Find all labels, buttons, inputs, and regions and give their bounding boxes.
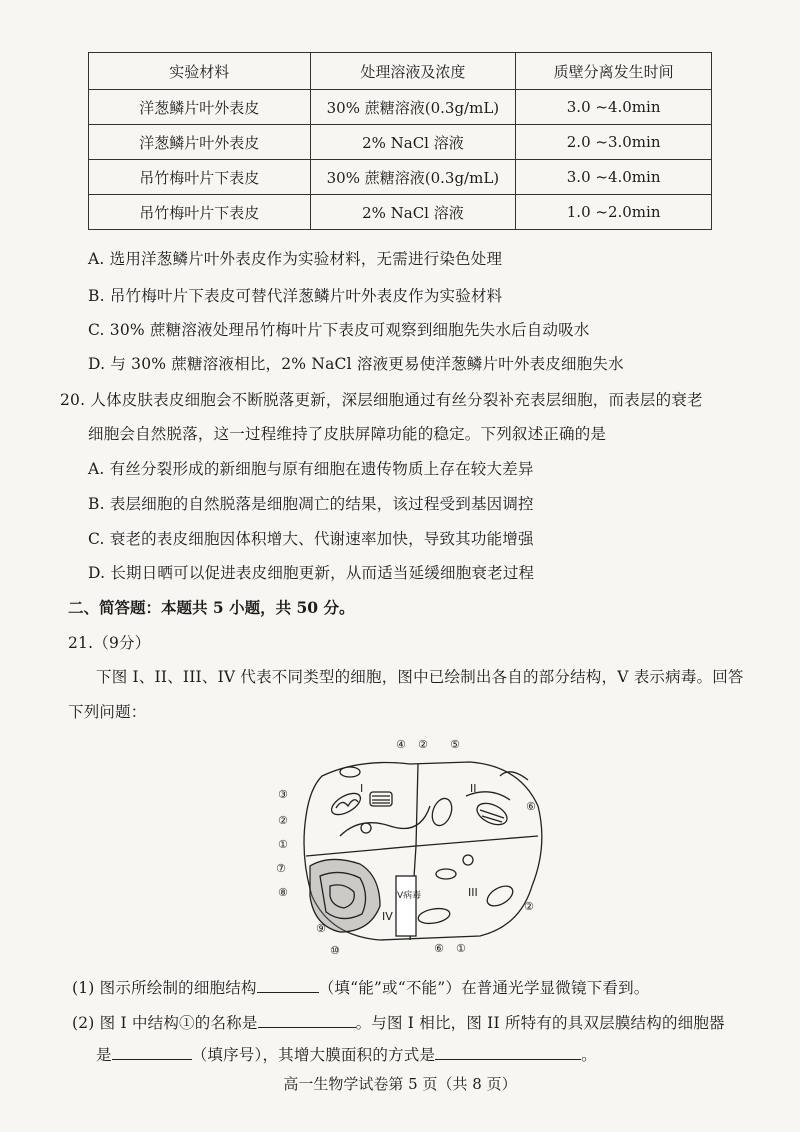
table-cell: 30% 蔗糖溶液(0.3g/mL): [310, 90, 516, 125]
vacuole: [484, 882, 516, 910]
label-10: ⑩: [330, 944, 340, 956]
table-cell: 吊竹梅叶片下表皮: [89, 195, 311, 230]
ribosome: [463, 855, 473, 865]
label-2-right: ②: [524, 900, 534, 913]
label-5: ⑤: [450, 738, 460, 751]
label-2-top: ②: [418, 738, 428, 751]
lysosome: [340, 767, 360, 777]
divider-vertical: [416, 764, 418, 846]
q21-sub2-text-e: 。: [581, 1046, 597, 1064]
q21-sub2-text-b: 。与图 I 相比，图 II 所特有的具双层膜结构的细胞器: [355, 1014, 725, 1032]
cell-label-i: I: [360, 782, 364, 795]
label-8: ⑧: [278, 886, 288, 899]
q20-option-b: B. 表层细胞的自然脱落是细胞凋亡的结果，该过程受到基因调控: [88, 495, 534, 513]
label-3: ③: [278, 788, 288, 801]
q20-option-c: C. 衰老的表皮细胞因体积增大、代谢速率加快，导致其功能增强: [88, 530, 534, 548]
q20-option-d: D. 长期日晒可以促进表皮细胞更新，从而适当延缓细胞衰老过程: [88, 564, 535, 582]
q21-sub1: [72, 976, 650, 998]
table-cell: 2.0 ~3.0min: [516, 125, 712, 160]
q21-intro-line2: 下列问题：: [68, 703, 147, 721]
cell-label-iii: III: [468, 886, 478, 899]
cell-diagram-svg: [270, 736, 560, 956]
divider-ii: [416, 836, 538, 846]
label-2: ②: [278, 814, 288, 827]
q19-option-b: B. 吊竹梅叶片下表皮可替代洋葱鳞片叶外表皮作为实验材料: [88, 287, 503, 305]
virus-label: V病毒: [397, 891, 422, 901]
table-cell: 吊竹梅叶片下表皮: [89, 160, 311, 195]
mitochondrion: [429, 796, 455, 828]
q20-stem-line2: 细胞会自然脱落，这一过程维持了皮肤屏障功能的稳定。下列叙述正确的是: [88, 425, 607, 443]
table-header-cell: 质壁分离发生时间: [516, 53, 712, 90]
label-4: ④: [396, 738, 406, 751]
q21-sub1-text-b: （填“能”或“不能”）在普通光学显微镜下看到。: [318, 979, 650, 997]
table-cell: 3.0 ~4.0min: [516, 90, 712, 125]
label-7: ⑦: [276, 862, 286, 875]
table-header-cell: 实验材料: [89, 53, 311, 90]
section-title: 二、简答题：本题共 5 小题，共 50 分。: [68, 598, 355, 617]
q21-number: 21.（9分）: [68, 634, 151, 652]
table-row: [89, 125, 712, 160]
virus-box: [396, 876, 416, 936]
chloroplast: [417, 906, 451, 925]
q21-intro-line1: 下图 I、II、III、IV 代表不同类型的细胞，图中已绘制出各自的部分结构，V 表示病毒。回答: [96, 668, 744, 686]
table-header-row: [89, 53, 712, 90]
q19-option-a: A. 选用洋葱鳞片叶外表皮作为实验材料，无需进行染色处理: [88, 250, 503, 268]
table-cell: 洋葱鳞片叶外表皮: [89, 125, 311, 160]
q21-sub2-text-a: (2) 图 I 中结构①的名称是: [72, 1014, 258, 1032]
page-footer: 高一生物学试卷第 5 页（共 8 页）: [283, 1075, 517, 1093]
q21-sub2-text-d: （填序号），其增大膜面积的方式是: [191, 1046, 436, 1064]
q21-sub2-text-c: 是: [96, 1046, 112, 1064]
q21-sub1-text-a: (1) 图示所绘制的细胞结构: [72, 979, 257, 997]
mitochondrion-cristae: [336, 800, 358, 808]
q21-sub2-line1: [72, 1011, 725, 1033]
table-cell: 洋葱鳞片叶外表皮: [89, 90, 311, 125]
table-row: [89, 90, 712, 125]
table-row: [89, 195, 712, 230]
table-cell: 2% NaCl 溶液: [310, 195, 516, 230]
table-cell: 3.0 ~4.0min: [516, 160, 712, 195]
answer-blank[interactable]: [257, 978, 319, 993]
q21-sub2-line2: [96, 1043, 597, 1065]
answer-blank[interactable]: [258, 1013, 356, 1028]
table-header-cell: 处理溶液及浓度: [310, 53, 516, 90]
label-1: ①: [278, 838, 288, 851]
label-1-bottom: ①: [456, 942, 466, 955]
golgi: [370, 792, 392, 806]
experiment-table: [88, 52, 712, 230]
table-cell: 2% NaCl 溶液: [310, 125, 516, 160]
label-6-bottom: ⑥: [434, 942, 444, 955]
table-cell: 1.0 ~2.0min: [516, 195, 712, 230]
cell-label-iv: IV: [382, 910, 393, 923]
answer-blank[interactable]: [435, 1045, 581, 1060]
table-cell: 30% 蔗糖溶液(0.3g/mL): [310, 160, 516, 195]
answer-blank[interactable]: [112, 1045, 192, 1060]
q19-option-c: C. 30% 蔗糖溶液处理吊竹梅叶片下表皮可观察到细胞先失水后自动吸水: [88, 321, 590, 339]
centriole: [361, 823, 371, 833]
label-6: ⑥: [526, 800, 536, 813]
q20-stem-line1: 20. 人体皮肤表皮细胞会不断脱落更新，深层细胞通过有丝分裂补充表层细胞，而表层的衰老: [60, 391, 703, 409]
cell-diagram: [270, 736, 560, 956]
cell-label-ii: II: [470, 782, 477, 795]
label-9: ⑨: [316, 922, 326, 935]
golgi-stacks: [372, 796, 390, 803]
q20-option-a: A. 有丝分裂形成的新细胞与原有细胞在遗传物质上存在较大差异: [88, 460, 534, 478]
q19-option-d: D. 与 30% 蔗糖溶液相比，2% NaCl 溶液更易使洋葱鳞片叶外表皮细胞失水: [88, 355, 624, 373]
table-row: [89, 160, 712, 195]
mitochondrion: [436, 869, 456, 879]
